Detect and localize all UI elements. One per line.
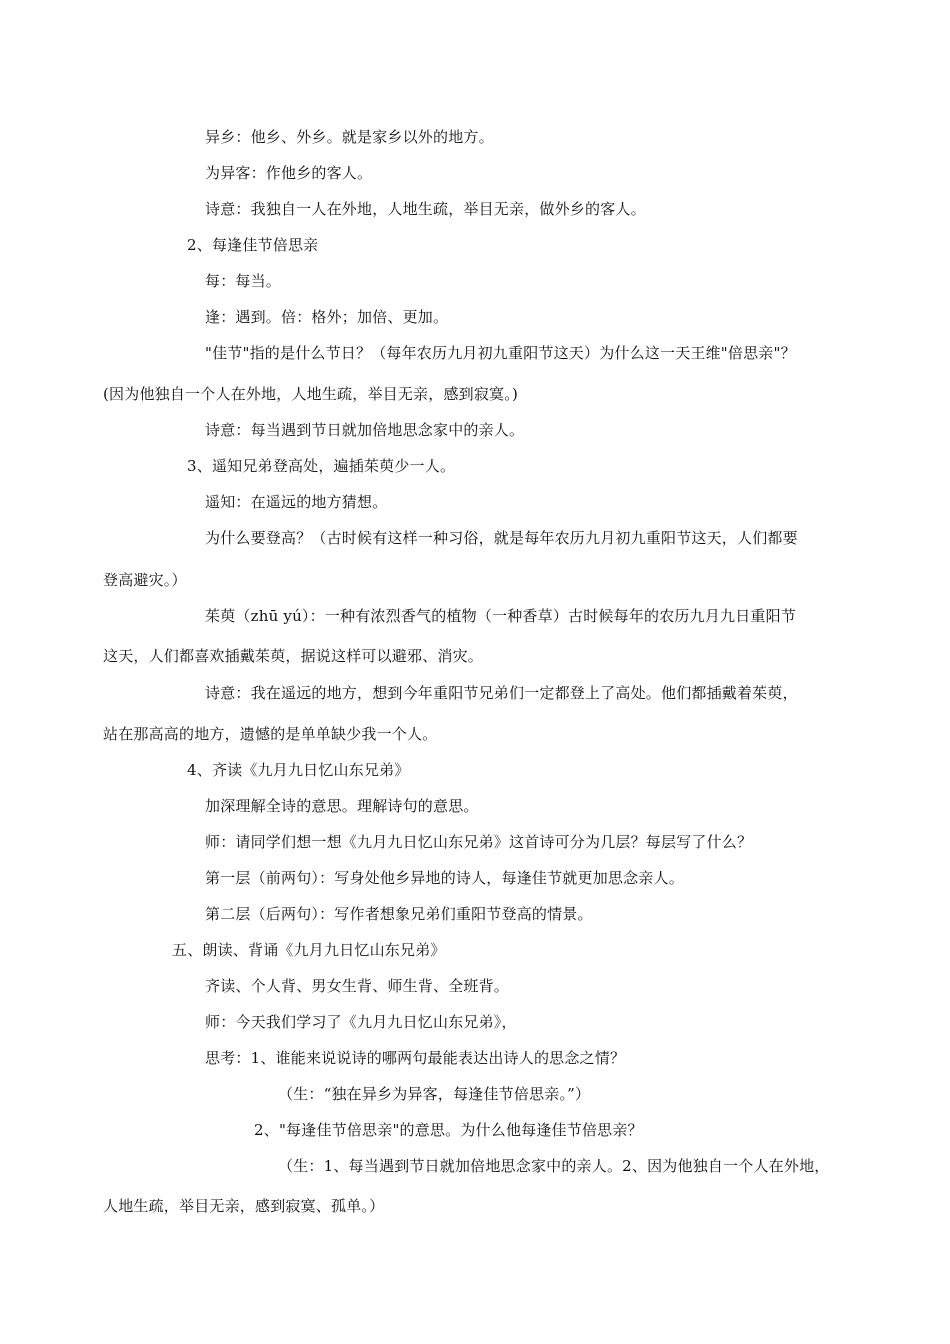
text-line: 师：今天我们学习了《九月九日忆山东兄弟》， [205,1013,517,1031]
text-line: 第一层（前两句）：写身处他乡异地的诗人，每逢佳节就更加思念亲人。 [205,869,684,887]
text-line: 思考：1、谁能来说说诗的哪两句最能表达出诗人的思念之情？ [205,1049,626,1067]
text-line: （生：1、每当遇到节日就加倍地思念家中的亲人。2、因为他独自一个人在外地， [278,1157,830,1175]
text-line: 异乡：他乡、外乡。就是家乡以外的地方。 [205,128,494,146]
heading-line: 五、朗读、背诵《九月九日忆山东兄弟》 [172,941,446,959]
heading-line: 2、每逢佳节倍思亲 [187,236,319,254]
text-line: （生：“独在异乡为异客，每逢佳节倍思亲。”） [278,1085,591,1103]
text-line: 师：请同学们想一想《九月九日忆山东兄弟》这首诗可分为几层？每层写了什么？ [205,833,753,851]
text-line: 诗意：我在遥远的地方，想到今年重阳节兄弟们一定都登上了高处。他们都插戴着茱萸， [205,684,798,702]
text-line: (因为他独自一个人在外地，人地生疏，举目无亲，感到寂寞。) [103,385,519,403]
text-line: 登高避灾。） [103,571,187,589]
heading-line: 4、齐读《九月九日忆山东兄弟》 [187,761,410,779]
text-line: 每：每当。 [205,272,282,290]
text-line: 诗意：每当遇到节日就加倍地思念家中的亲人。 [205,421,525,439]
text-line: "佳节"指的是什么节日？（每年农历九月初九重阳节这天）为什么这一天王维"倍思亲"？ [205,344,796,362]
text-line: 人地生疏，举目无亲，感到寂寞、孤单。） [103,1197,385,1215]
text-line: 站在那高高的地方，遗憾的是单单缺少我一个人。 [103,725,438,743]
text-line: 齐读、个人背、男女生背、师生背、全班背。 [205,977,510,995]
text-line: 2、"每逢佳节倍思亲"的意思。为什么他每逢佳节倍思亲？ [254,1121,643,1139]
text-line: 加深理解全诗的意思。理解诗句的意思。 [205,797,479,815]
text-line: 诗意：我独自一人在外地，人地生疏，举目无亲，做外乡的客人。 [205,200,646,218]
text-line: 遥知：在遥远的地方猜想。 [205,493,388,511]
text-line: 第二层（后两句）：写作者想象兄弟们重阳节登高的情景。 [205,905,593,923]
heading-line: 3、遥知兄弟登高处，遍插茱萸少一人。 [187,457,456,475]
text-line: 为什么要登高？（古时候有这样一种习俗，就是每年农历九月初九重阳节这天，人们都要 [205,529,798,547]
text-line: 逢：遇到。倍：格外；加倍、更加。 [205,308,449,326]
text-line: 这天，人们都喜欢插戴茱萸，据说这样可以避邪、消灾。 [103,647,484,665]
text-line: 茱萸（zhū yú）：一种有浓烈香气的植物（一种香草）古时候每年的农历九月九日重阳节 [205,607,797,625]
text-line: 为异客：作他乡的客人。 [205,164,373,182]
